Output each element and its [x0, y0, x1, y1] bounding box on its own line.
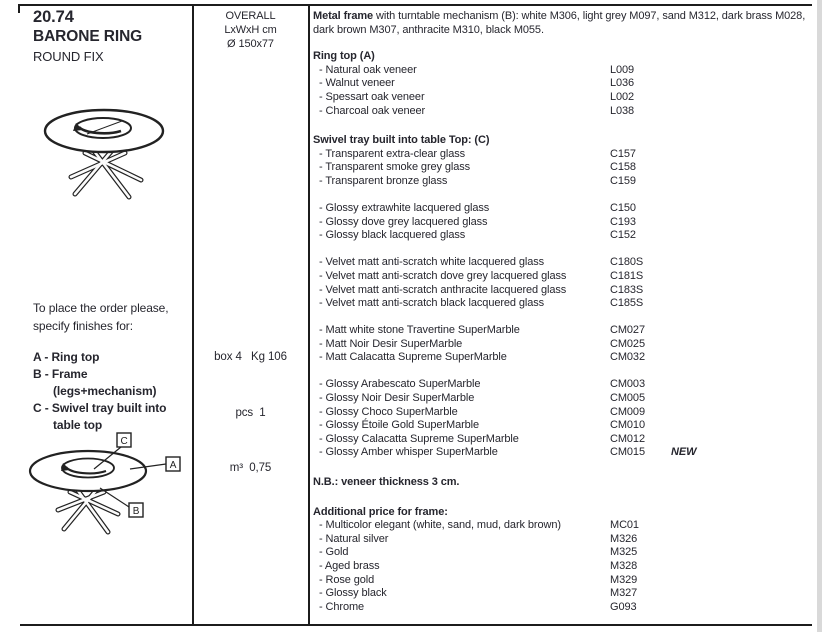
swivel-options-matt-supermarble [313, 324, 813, 365]
table-callout-illustration [18, 426, 193, 551]
new-badge: NEW [671, 446, 697, 459]
option-row [313, 77, 813, 91]
overall-unit: LxWxH cm [224, 24, 277, 36]
option-label: - Walnut veneer [319, 77, 395, 90]
page-scan-edge [817, 0, 822, 632]
table-border-tick [18, 4, 20, 13]
product-title-block [33, 8, 142, 66]
option-code: CM015 [610, 446, 645, 459]
option-code: MC01 [610, 519, 639, 532]
option-row [313, 202, 813, 216]
option-code: CM027 [610, 324, 645, 337]
option-row [313, 338, 813, 352]
option-code: M327 [610, 587, 638, 600]
option-row [313, 161, 813, 175]
finish-item-a: A - Ring top [33, 350, 100, 364]
overall-dimensions [193, 9, 308, 51]
option-label: - Glossy Noir Desir SuperMarble [319, 392, 475, 405]
option-label: - Charcoal oak veneer [319, 104, 426, 117]
option-row [313, 533, 813, 547]
frame-extra-options [313, 519, 813, 614]
option-label: - Matt white stone Travertine SuperMarble [319, 324, 520, 337]
option-code: CM009 [610, 405, 645, 418]
order-note [33, 299, 169, 335]
option-label: - Velvet matt anti-scratch black lacquered glass [319, 297, 545, 310]
option-row [313, 519, 813, 533]
callout-label-b: B [132, 506, 140, 517]
packaging-specs [193, 311, 308, 515]
finish-list [33, 349, 166, 434]
spec-box-weight: box 4 Kg 106 [214, 351, 287, 363]
option-row [313, 433, 813, 447]
swivel-options-velvet-matt [313, 256, 813, 310]
tray-hole-sketch [62, 459, 114, 478]
option-label: - Spessart oak veneer [319, 90, 425, 103]
option-row [313, 574, 813, 588]
option-row [313, 216, 813, 230]
option-row [313, 270, 813, 284]
option-code: CM003 [610, 378, 645, 391]
option-label: - Velvet matt anti-scratch anthracite lacquered glass [319, 283, 567, 296]
swivel-options-glossy-supermarble [313, 378, 813, 460]
option-row [313, 406, 813, 420]
option-label: - Matt Calacatta Supreme SuperMarble [319, 351, 507, 364]
option-row [313, 284, 813, 298]
option-label: - Glossy Choco SuperMarble [319, 405, 458, 418]
section-heading: Swivel tray built into table Top: (C) [313, 134, 490, 147]
overall-title: OVERALL [225, 10, 276, 22]
option-row [313, 91, 813, 105]
option-code: C157 [610, 147, 636, 160]
option-label: - Glossy Arabescato SuperMarble [319, 378, 481, 391]
order-note-line2: specify finishes for: [33, 319, 133, 333]
option-label: - Velvet matt anti-scratch white lacquered glass [319, 256, 545, 269]
leader-line-b [100, 488, 129, 507]
option-row [313, 297, 813, 311]
option-label: - Transparent bronze glass [319, 174, 448, 187]
option-row [313, 587, 813, 601]
metal-frame-intro [313, 10, 813, 37]
finish-item-b: B - Frame [33, 367, 88, 381]
option-label: - Glossy Amber whisper SuperMarble [319, 446, 498, 459]
option-row [313, 546, 813, 560]
option-label: - Aged brass [319, 560, 380, 572]
option-row [313, 392, 813, 406]
section-heading: Additional price for frame: [313, 505, 448, 518]
table-illustration [25, 97, 190, 209]
option-code: CM005 [610, 392, 645, 405]
option-code: CM010 [610, 419, 645, 432]
option-row [313, 446, 813, 460]
option-label: - Glossy Calacatta Supreme SuperMarble [319, 432, 519, 445]
finish-item-c: C - Swivel tray built into [33, 401, 167, 415]
callout-label-a: A [169, 460, 177, 471]
section-swivel-tray [313, 134, 813, 460]
option-label: - Glossy black [319, 587, 387, 600]
section-heading: Ring top (A) [313, 50, 375, 63]
order-note-line1: To place the order please, [33, 301, 169, 315]
option-code: C159 [610, 174, 636, 187]
option-row [313, 419, 813, 433]
option-row [313, 378, 813, 392]
option-code: C180S [610, 256, 644, 269]
finishes-detail-column [313, 4, 813, 614]
option-label: - Natural silver [319, 532, 389, 545]
option-code: C183S [610, 283, 644, 296]
option-row [313, 324, 813, 338]
column-divider-2 [308, 4, 310, 626]
overall-size: Ø 150x77 [227, 38, 274, 50]
option-label: - Rose gold [319, 573, 375, 586]
option-code: CM032 [610, 351, 645, 364]
option-label: - Multicolor elegant (white, sand, mud, dark brown) [319, 519, 561, 532]
option-label: - Matt Noir Desir SuperMarble [319, 337, 463, 350]
option-row [313, 229, 813, 243]
option-row [313, 64, 813, 78]
option-code: C193 [610, 215, 636, 228]
product-variant: ROUND FIX [33, 49, 104, 64]
veneer-note: N.B.: veneer thickness 3 cm. [313, 476, 460, 489]
option-row [313, 601, 813, 615]
option-row [313, 560, 813, 574]
section-ring-top [313, 50, 813, 118]
option-label: - Chrome [319, 600, 365, 613]
option-code: C152 [610, 229, 636, 242]
option-code: CM025 [610, 337, 645, 350]
metal-frame-intro-text: with turntable mechanism (B): white M306, light grey M097, sand M312, dark brass M028, dark brown M307, anthracite M310, black M055. [313, 10, 806, 36]
option-row [313, 105, 813, 119]
option-label: - Glossy black lacquered glass [319, 229, 466, 242]
option-code: M325 [610, 546, 638, 559]
option-label: - Gold [319, 546, 349, 559]
option-code: C150 [610, 202, 636, 215]
product-name: BARONE RING [33, 28, 143, 45]
option-row [313, 175, 813, 189]
callout-label-c: C [120, 436, 128, 447]
option-row [313, 351, 813, 365]
option-label: - Transparent extra-clear glass [319, 147, 466, 160]
option-row [313, 256, 813, 270]
option-label: - Glossy Étoile Gold SuperMarble [319, 419, 480, 432]
option-code: L036 [610, 77, 635, 90]
swivel-options-transparent [313, 148, 813, 189]
option-code: M326 [610, 532, 638, 545]
finish-item-b-sub: (legs+mechanism) [53, 384, 157, 398]
metal-frame-intro-bold: Metal frame [313, 10, 374, 22]
option-label: - Natural oak veneer [319, 63, 417, 76]
option-code: C181S [610, 269, 644, 282]
option-code: L038 [610, 104, 635, 117]
option-label: - Glossy extrawhite lacquered glass [319, 202, 490, 215]
option-label: - Glossy dove grey lacquered glass [319, 215, 488, 228]
swivel-options-glossy-glass [313, 202, 813, 243]
option-code: C185S [610, 297, 644, 310]
option-code: CM012 [610, 432, 645, 445]
option-label: - Transparent smoke grey glass [319, 161, 471, 174]
option-row [313, 148, 813, 162]
option-code: C158 [610, 161, 636, 174]
option-code: G093 [610, 600, 637, 613]
section-additional-frame-price [313, 506, 813, 615]
option-code: L002 [610, 90, 635, 103]
option-label: - Velvet matt anti-scratch dove grey lacquered glass [319, 269, 567, 282]
spec-volume: m³ 0,75 [229, 462, 272, 474]
table-border-bottom [20, 624, 812, 626]
option-code: M328 [610, 560, 638, 572]
ring-top-options [313, 64, 813, 118]
product-code: 20.74 [33, 8, 74, 26]
option-code: M329 [610, 573, 638, 586]
spec-pcs: pcs 1 [235, 406, 266, 419]
option-code: L009 [610, 63, 635, 76]
finish-item-c-sub: table top [53, 418, 103, 432]
